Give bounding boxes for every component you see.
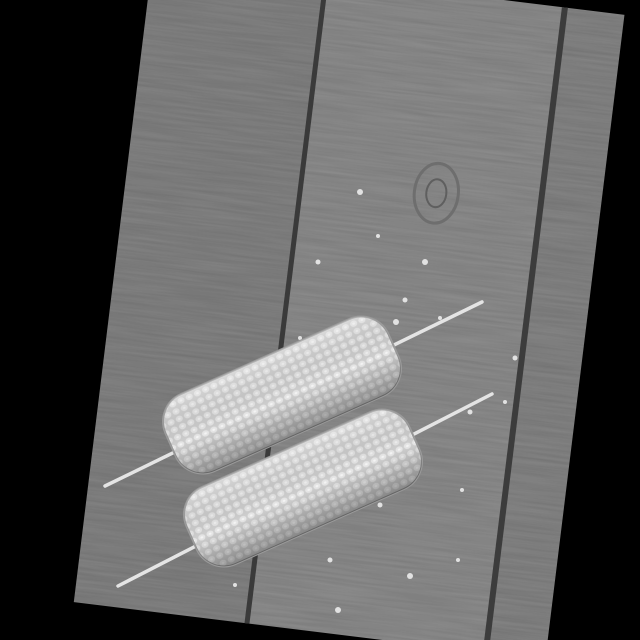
crumb [460,488,464,492]
crumb [468,410,473,415]
crumb [403,298,408,303]
crumb [335,607,341,613]
crumb [438,316,442,320]
crumb [393,319,399,325]
crumb [328,558,333,563]
crumb [233,583,237,587]
crumb [456,558,460,562]
crumb [376,234,380,238]
crumb [503,400,507,404]
crumb [513,356,518,361]
crumb [407,573,413,579]
crumb [316,260,321,265]
crumb [378,503,383,508]
crumb [422,259,428,265]
crumb [357,189,363,195]
